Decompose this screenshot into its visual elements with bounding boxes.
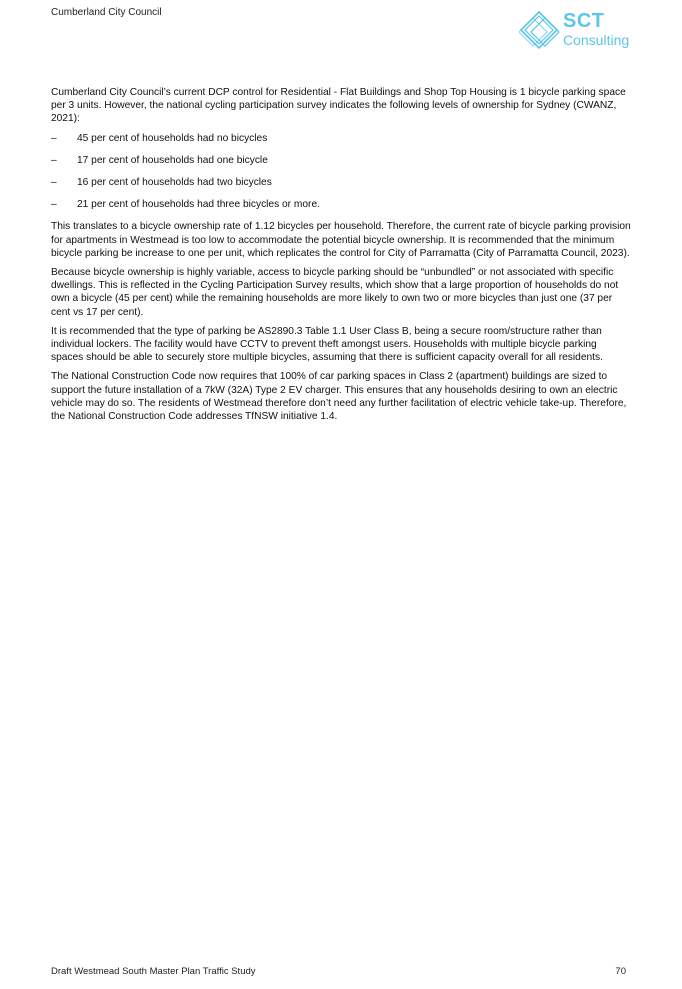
- footer-page-number: 70: [615, 966, 626, 977]
- bullet-dash: –: [51, 177, 57, 189]
- ownership-bullet-list: [51, 132, 631, 212]
- paragraph-parking-type: It is recommended that the type of parking be AS2890.3 Table 1.1 User Class B, being a secure room/structure rather than individual lockers. The facility would have CCTV to prevent theft amongst users. Households with multiple bicycle parking spaces should be able to securely store multiple bicycles, assuming that there is sufficient capacity overall for all residents.: [51, 325, 603, 364]
- paragraph-ownership-rate: This translates to a bicycle ownership rate of 1.12 bicycles per household. Therefore, the current rate of bicycle parking provision for apartments in Westmead is too low to accommodate the potential bicycle ownership. It is recommended that the minimum bicycle parking be increase to one per unit, which replicates the control for City of Parramatta (City of Parramatta Council, 2023).: [51, 221, 631, 259]
- list-item: [51, 132, 631, 145]
- document-body: [51, 86, 631, 429]
- bullet-dash: –: [51, 154, 57, 166]
- list-item: [51, 198, 631, 211]
- logo-text-sub: Consulting: [563, 32, 630, 48]
- list-item-text: 21 per cent of households had three bicycles or more.: [77, 199, 320, 211]
- list-item-text: 17 per cent of households had one bicycle: [77, 154, 268, 166]
- sct-diamond-logo-icon: [519, 8, 563, 52]
- list-item: [51, 154, 631, 167]
- bullet-dash: –: [51, 132, 57, 144]
- logo-text-main: SCT: [563, 10, 605, 32]
- list-item-text: 16 per cent of households had two bicycles: [77, 177, 272, 189]
- bullet-dash: –: [51, 199, 57, 211]
- header-organization: Cumberland City Council: [51, 7, 162, 18]
- list-item: [51, 176, 631, 189]
- intro-paragraph: Cumberland City Council’s current DCP control for Residential - Flat Buildings and Shop Top Housing is 1 bicycle parking space per 3 units. However, the national cycling participation survey indicates the following levels of ownership for Sydney (CWANZ, 2021):: [51, 87, 626, 125]
- paragraph-unbundled-parking: Because bicycle ownership is highly variable, access to bicycle parking should be “unbundled” or not associated with specific dwellings. This is reflected in the Cycling Participation Survey results, which show that a large proportion of households do not own a bicycle (45 per cent) while the remaining households are more likely to own two or more bicycles than just one (37 per cent vs 17 per cent).: [51, 267, 619, 318]
- paragraph-ev-charging: The National Construction Code now requires that 100% of car parking spaces in Class 2 (apartment) buildings are sized to support the future installation of a 7kW (32A) Type 2 EV charger. This ensures that any households desiring to own an electric vehicle may do so. The residents of Westmead therefore don’t need any further facilitation of electric vehicle take-up. Therefore, the National Construction Code addresses TfNSW initiative 1.4.: [51, 371, 627, 423]
- sct-consulting-logo: [519, 8, 637, 54]
- list-item-text: 45 per cent of households had no bicycles: [77, 132, 268, 144]
- footer-document-title: Draft Westmead South Master Plan Traffic Study: [51, 966, 256, 977]
